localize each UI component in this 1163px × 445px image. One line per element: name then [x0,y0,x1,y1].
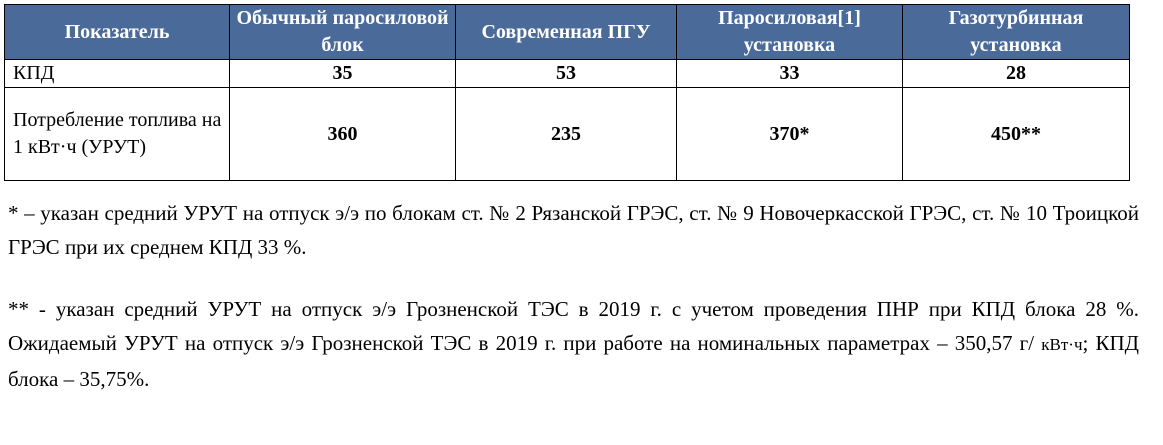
table-row [5,88,1130,181]
row-label-efficiency: КПД [5,60,230,88]
header-modern-ccgt: Современная ПГУ [456,5,677,60]
header-gas-turbine-unit: Газотурбинная установка [903,5,1130,60]
footnote-double-asterisk [8,292,1139,396]
footnote-text-end: ; КПД блока – 35,75%. [8,331,1139,391]
footnote-single-asterisk: * – указан средний УРУТ на отпуск э/э по блокам ст. № 2 Рязанской ГРЭС, ст. № 9 Новочеркасской ГРЭС, ст. № 10 Троицкой ГРЭС при их среднем КПД 33 %. [8,201,1139,259]
table-cell: 360 [230,88,456,181]
header-conventional-steam-unit: Обычный паросиловой блок [230,5,456,60]
table-cell: 28 [903,60,1130,88]
header-row [5,5,1130,60]
header-steam-power-unit: Паросиловая[1] установка [677,5,903,60]
table-cell: 450** [903,88,1130,181]
table-row [5,60,1130,88]
table-cell: 35 [230,60,456,88]
comparison-table [4,4,1130,181]
row-label-fuel-consumption: Потребление топлива на 1 кВт·ч (УРУТ) [5,88,230,181]
table-cell: 235 [456,88,677,181]
table-cell: 33 [677,60,903,88]
footnote-text: ** - указан средний УРУТ на отпуск э/э Грозненской ТЭС в 2019 г. с учетом проведения ПНР при КПД блока 28 %. Ожидаемый УРУТ на отпуск э/э Грозненской ТЭС в 2019 г. при работе на номинальных параметрах – 350,57 г/ [8,297,1139,355]
footnote-unit: кВт·ч [1041,335,1083,354]
table-cell: 370* [677,88,903,181]
header-indicator: Показатель [5,5,230,60]
table-cell: 53 [456,60,677,88]
